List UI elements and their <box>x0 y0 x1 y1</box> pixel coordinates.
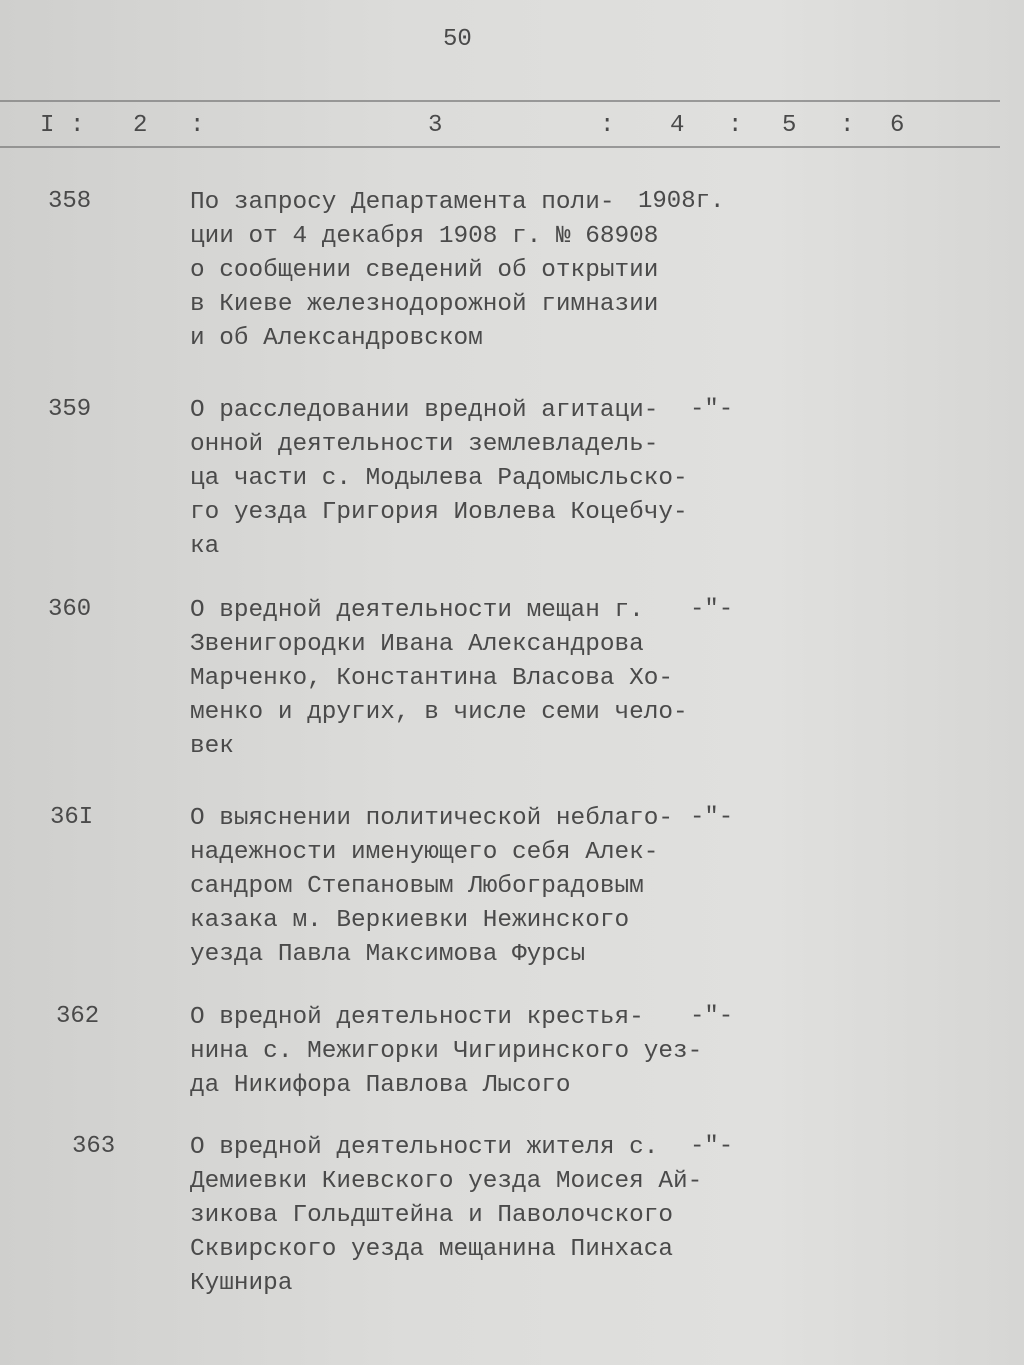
entry-number: 362 <box>56 1003 100 1030</box>
entry-line: Марченко, Константина Власова Хо- <box>190 665 674 692</box>
header-top-rule <box>0 100 1000 102</box>
entry-line: ции от 4 декабря 1908 г. № 68908 <box>190 223 659 250</box>
entry-line: Звенигородки Ивана Александрова <box>190 631 644 658</box>
entry-line: и об Александровском <box>190 325 483 352</box>
col-header-1: I <box>40 112 55 139</box>
entry-line: в Киеве железнодорожной гимназии <box>190 291 659 318</box>
entry-number: 363 <box>72 1133 116 1160</box>
entry-line: О расследовании вредной агитаци- <box>190 397 659 424</box>
entry-line: О вредной деятельности мещан г. <box>190 597 644 624</box>
entry-year: -"- <box>690 396 734 423</box>
entry-line: О выяснении политической неблаго- <box>190 805 674 832</box>
col-separator: : <box>600 112 615 139</box>
col-header-2: 2 <box>133 112 148 139</box>
entry-line: ка <box>190 533 220 560</box>
entry-year: -"- <box>690 804 734 831</box>
entry-line: нина с. Межигорки Чигиринского уез- <box>190 1038 703 1065</box>
entry-year: -"- <box>690 596 734 623</box>
entry-line: сандром Степановым Любоградовым <box>190 873 644 900</box>
col-separator: : <box>190 112 205 139</box>
entry-year: 1908г. <box>638 188 725 215</box>
entry-description <box>190 394 688 564</box>
header-bottom-rule <box>0 146 1000 148</box>
entry-number: 359 <box>48 396 92 423</box>
entry-line: О вредной деятельности жителя с. <box>190 1134 659 1161</box>
entry-description <box>190 594 688 764</box>
entry-line: Сквирского уезда мещанина Пинхаса <box>190 1236 674 1263</box>
page-number: 50 <box>443 26 472 53</box>
entry-description <box>190 1001 702 1103</box>
entry-line: О вредной деятельности крестья- <box>190 1004 644 1031</box>
col-header-3: 3 <box>428 112 443 139</box>
col-header-5: 5 <box>782 112 797 139</box>
entry-line: ца части с. Модылева Радомысльско- <box>190 465 688 492</box>
entry-line: надежности именующего себя Алек- <box>190 839 659 866</box>
entry-number: 36I <box>50 804 94 831</box>
col-separator: : <box>728 112 743 139</box>
entry-year: -"- <box>690 1003 734 1030</box>
entry-line: век <box>190 733 234 760</box>
entry-number: 358 <box>48 188 92 215</box>
entry-year: -"- <box>690 1133 734 1160</box>
entry-line: Кушнира <box>190 1270 293 1297</box>
entry-line: го уезда Григория Иовлева Коцебчу- <box>190 499 688 526</box>
col-separator: : <box>70 112 85 139</box>
entry-line: По запросу Департамента поли- <box>190 189 615 216</box>
col-separator: : <box>840 112 855 139</box>
entry-line: да Никифора Павлова Лысого <box>190 1072 571 1099</box>
entry-description <box>190 186 658 356</box>
entry-line: менко и других, в числе семи чело- <box>190 699 688 726</box>
entry-line: Демиевки Киевского уезда Моисея Ай- <box>190 1168 703 1195</box>
entry-line: уезда Павла Максимова Фурсы <box>190 941 586 968</box>
entry-line: о сообщении сведений об открытии <box>190 257 659 284</box>
entry-line: зикова Гольдштейна и Паволочского <box>190 1202 674 1229</box>
entry-line: казака м. Веркиевки Нежинского <box>190 907 630 934</box>
col-header-6: 6 <box>890 112 905 139</box>
entry-description <box>190 1131 702 1301</box>
col-header-4: 4 <box>670 112 685 139</box>
entry-number: 360 <box>48 596 92 623</box>
entry-description <box>190 802 673 972</box>
entry-line: онной деятельности землевладель- <box>190 431 659 458</box>
